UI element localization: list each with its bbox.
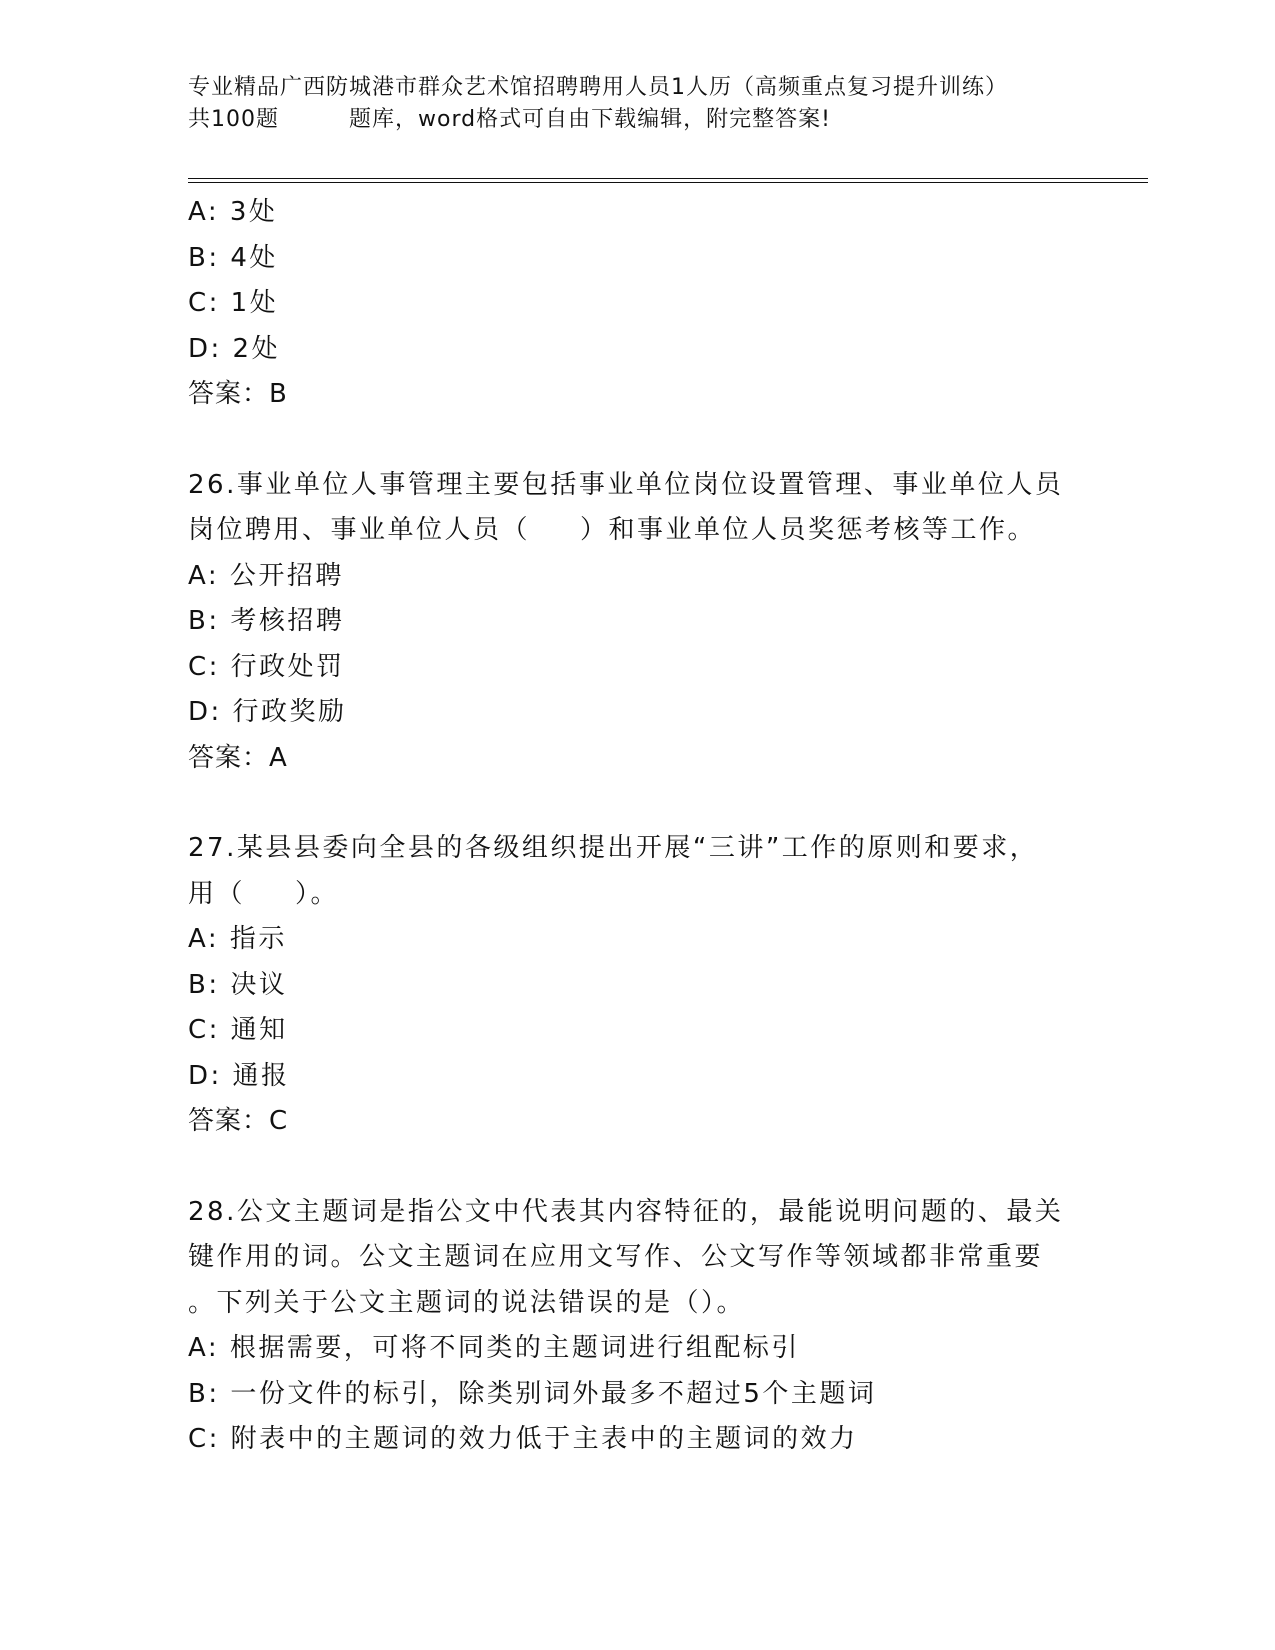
question-stem-line: 用（ ）。 (188, 878, 340, 909)
header-title-line1: 专业精品广西防城港市群众艺术馆招聘聘用人员1人历（高频重点复习提升训练） (188, 75, 1008, 100)
document-header (188, 72, 1148, 136)
option-d: D: 行政奖励 (188, 697, 347, 727)
question-list (188, 190, 1088, 1463)
question-stem-line: 。下列关于公文主题词的说法错误的是（）。 (188, 1287, 746, 1318)
question-27 (188, 826, 1088, 1145)
header-note: 题库，word格式可自由下载编辑，附完整答案! (349, 107, 831, 132)
question-26 (188, 463, 1088, 782)
question-stem-line: 26.事业单位人事管理主要包括事业单位岗位设置管理、事业单位人员 (188, 469, 1064, 500)
question-stem-line: 键作用的词。公文主题词在应用文写作、公文写作等领域都非常重要 (188, 1242, 1044, 1272)
option-d: D: 通报 (188, 1060, 290, 1091)
question-stem-line: 28.公文主题词是指公文中代表其内容特征的，最能说明问题的、最关 (188, 1196, 1064, 1227)
question-stem-line: 岗位聘用、事业单位人员（ ）和事业单位人员奖惩考核等工作。 (188, 515, 1037, 545)
question-28 (188, 1190, 1088, 1463)
option-a: A: 指示 (188, 924, 287, 954)
answer: 答案：A (188, 742, 288, 773)
option-d: D: 2处 (188, 333, 281, 364)
option-c: C: 附表中的主题词的效力低于主表中的主题词的效力 (188, 1424, 858, 1454)
option-c: C: 通知 (188, 1015, 288, 1045)
header-count: 共100题 (188, 107, 279, 132)
option-c: C: 1处 (188, 288, 279, 318)
answer: 答案：B (188, 379, 288, 409)
option-b: B: 4处 (188, 242, 278, 273)
option-a: A: 3处 (188, 197, 278, 227)
header-rule-top (188, 178, 1148, 179)
option-a: A: 根据需要，可将不同类的主题词进行组配标引 (188, 1333, 800, 1363)
option-b: B: 一份文件的标引，除类别词外最多不超过5个主题词 (188, 1378, 877, 1409)
option-b: B: 考核招聘 (188, 606, 345, 636)
question-25 (188, 190, 1088, 418)
option-a: A: 公开招聘 (188, 560, 344, 591)
option-b: B: 决议 (188, 969, 288, 1000)
option-c: C: 行政处罚 (188, 651, 345, 682)
header-title-line2 (188, 104, 1148, 136)
question-stem-line: 27.某县县委向全县的各级组织提出开展“三讲”工作的原则和要求， (188, 833, 1039, 863)
header-rule-bottom (188, 182, 1148, 183)
answer: 答案：C (188, 1106, 289, 1136)
